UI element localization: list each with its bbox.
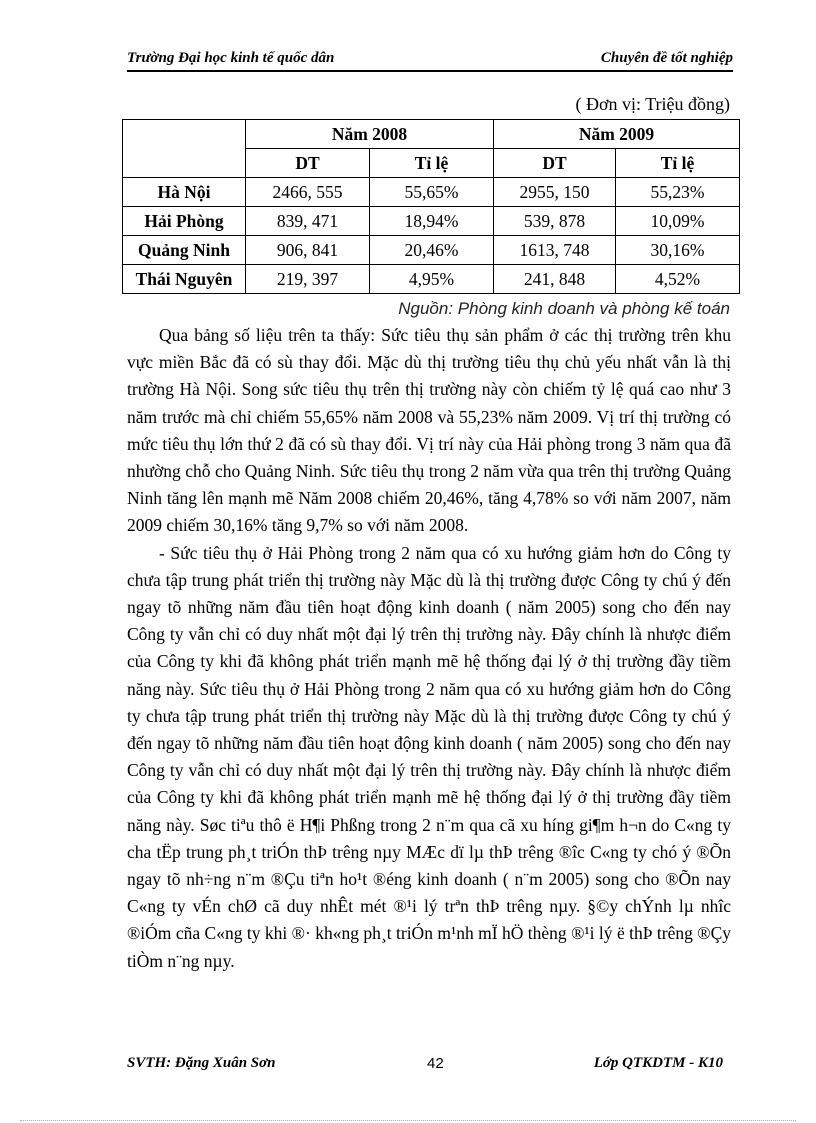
table-source: Nguồn: Phòng kinh doanh và phòng kế toán xyxy=(398,299,730,318)
body-text xyxy=(127,322,731,975)
revenue-table xyxy=(122,119,740,294)
table-cell: 20,46% xyxy=(370,236,494,265)
province-name: Hải Phòng xyxy=(123,207,246,236)
paragraph: Qua bảng số liệu trên ta thấy: Sức tiêu thụ sản phẩm ở các thị trường trên khu vực miền Bắc đã có sù thay đổi. Mặc dù thị trường tiêu thụ chủ yếu nhất vẫn là thị trường Hà Nội. Song sức tiêu thụ trên thị trường này còn chiếm tỷ lệ quá cao như 3 năm trước mà chỉ chiếm 55,65% năm 2008 và 55,23% năm 2009. Vị trí thị trường có mức tiêu thụ lớn thứ 2 đã có sù thay đổi. Vị trí này của Hải phòng trong 3 năm qua đã nhường chỗ cho Quảng Ninh. Sức tiêu thụ trong 2 năm vừa qua trên thị trường Quảng Ninh tăng lên mạnh mẽ Năm 2008 chiếm 20,46%, tăng 4,78% so với năm 2007, năm 2009 chiếm 30,16% tăng 9,7% so với năm 2008. xyxy=(127,325,731,536)
header-title: Chuyên đề tốt nghiệp xyxy=(600,50,733,66)
table-cell: 10,09% xyxy=(616,207,740,236)
table-cell: 539, 878 xyxy=(494,207,616,236)
corner-cell xyxy=(123,120,246,178)
table-cell: 1613, 748 xyxy=(494,236,616,265)
table-cell: 906, 841 xyxy=(246,236,370,265)
table-cell: 219, 397 xyxy=(246,265,370,294)
table-row xyxy=(123,178,740,207)
sub-header: DT xyxy=(494,149,616,178)
table-cell: 2466, 555 xyxy=(246,178,370,207)
table-cell: 241, 848 xyxy=(494,265,616,294)
sub-header: Tỉ lệ xyxy=(616,149,740,178)
table-cell: 55,23% xyxy=(616,178,740,207)
table-cell: 4,52% xyxy=(616,265,740,294)
footer-class: Lớp QTKDTM - K10 xyxy=(593,1055,723,1071)
table-cell: 4,95% xyxy=(370,265,494,294)
sub-header: DT xyxy=(246,149,370,178)
paragraph: - Sức tiêu thụ ở Hải Phòng trong 2 năm qua có xu hướng giảm hơn do Công ty chưa tập trung phát triển thị trường này Mặc dù là thị trường được Công ty chú ý đến ngay tõ những năm đầu tiên hoạt động kinh doanh ( năm 2005) song cho đến nay Công ty vẫn chỉ có duy nhất một đại lý trên thị trường này. Đây chính là nhược điểm của Công ty khi đã không phát triển mạnh mẽ hệ thống đại lý ở thị trường đầy tiềm năng này. Sức tiêu thụ ở Hải Phòng trong 2 năm qua có xu hướng giảm hơn do Công ty chưa tập trung phát triển thị trường này Mặc dù là thị trường được Công ty chú ý đến ngay tõ những năm đầu tiên hoạt động kinh doanh ( năm 2005) song cho đến nay Công ty vẫn chỉ có duy nhất một đại lý trên thị trường này. Đây chính là nhược điểm của Công ty khi đã không phát triển mạnh mẽ hệ thống đại lý ở thị trường đầy tiềm năng này. Søc tiªu thô ë H¶i Phßng trong 2 n¨m qua cã xu híng gi¶m h¬n do C«ng ty cha tËp trung ph¸t triÓn thÞ trêng nµy MÆc dï lµ thÞ trêng ®îc C«ng ty chó ý ®Õn ngay tõ nh÷ng n¨m ®Çu tiªn ho¹t ®éng kinh doanh ( n¨m 2005) song cho ®Õn nay C«ng ty vÉn chØ cã duy nhÊt mét ®¹i lý trªn thÞ trêng nµy. §©y chÝnh lµ nhîc ®iÓm cña C«ng ty khi ®· kh«ng ph¸t triÓn m¹nh mÏ hÖ thèng ®¹i lý ë thÞ trêng ®Çy tiÒm n¨ng nµy. xyxy=(127,542,731,971)
year-2008-header: Năm 2008 xyxy=(246,120,494,149)
province-name: Thái Nguyên xyxy=(123,265,246,294)
province-name: Hà Nội xyxy=(123,178,246,207)
table-cell: 55,65% xyxy=(370,178,494,207)
page-header xyxy=(127,48,733,72)
table-cell: 2955, 150 xyxy=(494,178,616,207)
sub-header: Tỉ lệ xyxy=(370,149,494,178)
province-name: Quảng Ninh xyxy=(123,236,246,265)
unit-note: ( Đơn vị: Triệu đồng) xyxy=(575,94,730,114)
table-cell: 839, 471 xyxy=(246,207,370,236)
year-2009-header: Năm 2009 xyxy=(494,120,740,149)
header-school: Trường Đại học kinh tế quốc dân xyxy=(127,50,335,66)
table-cell: 18,94% xyxy=(370,207,494,236)
page-number: 42 xyxy=(427,1055,444,1072)
table-row xyxy=(123,236,740,265)
table-row xyxy=(123,207,740,236)
page-edge-divider xyxy=(20,1120,796,1121)
footer-author: SVTH: Đặng Xuân Sơn xyxy=(127,1055,276,1071)
table-year-row xyxy=(123,120,740,149)
table-row xyxy=(123,265,740,294)
table-cell: 30,16% xyxy=(616,236,740,265)
